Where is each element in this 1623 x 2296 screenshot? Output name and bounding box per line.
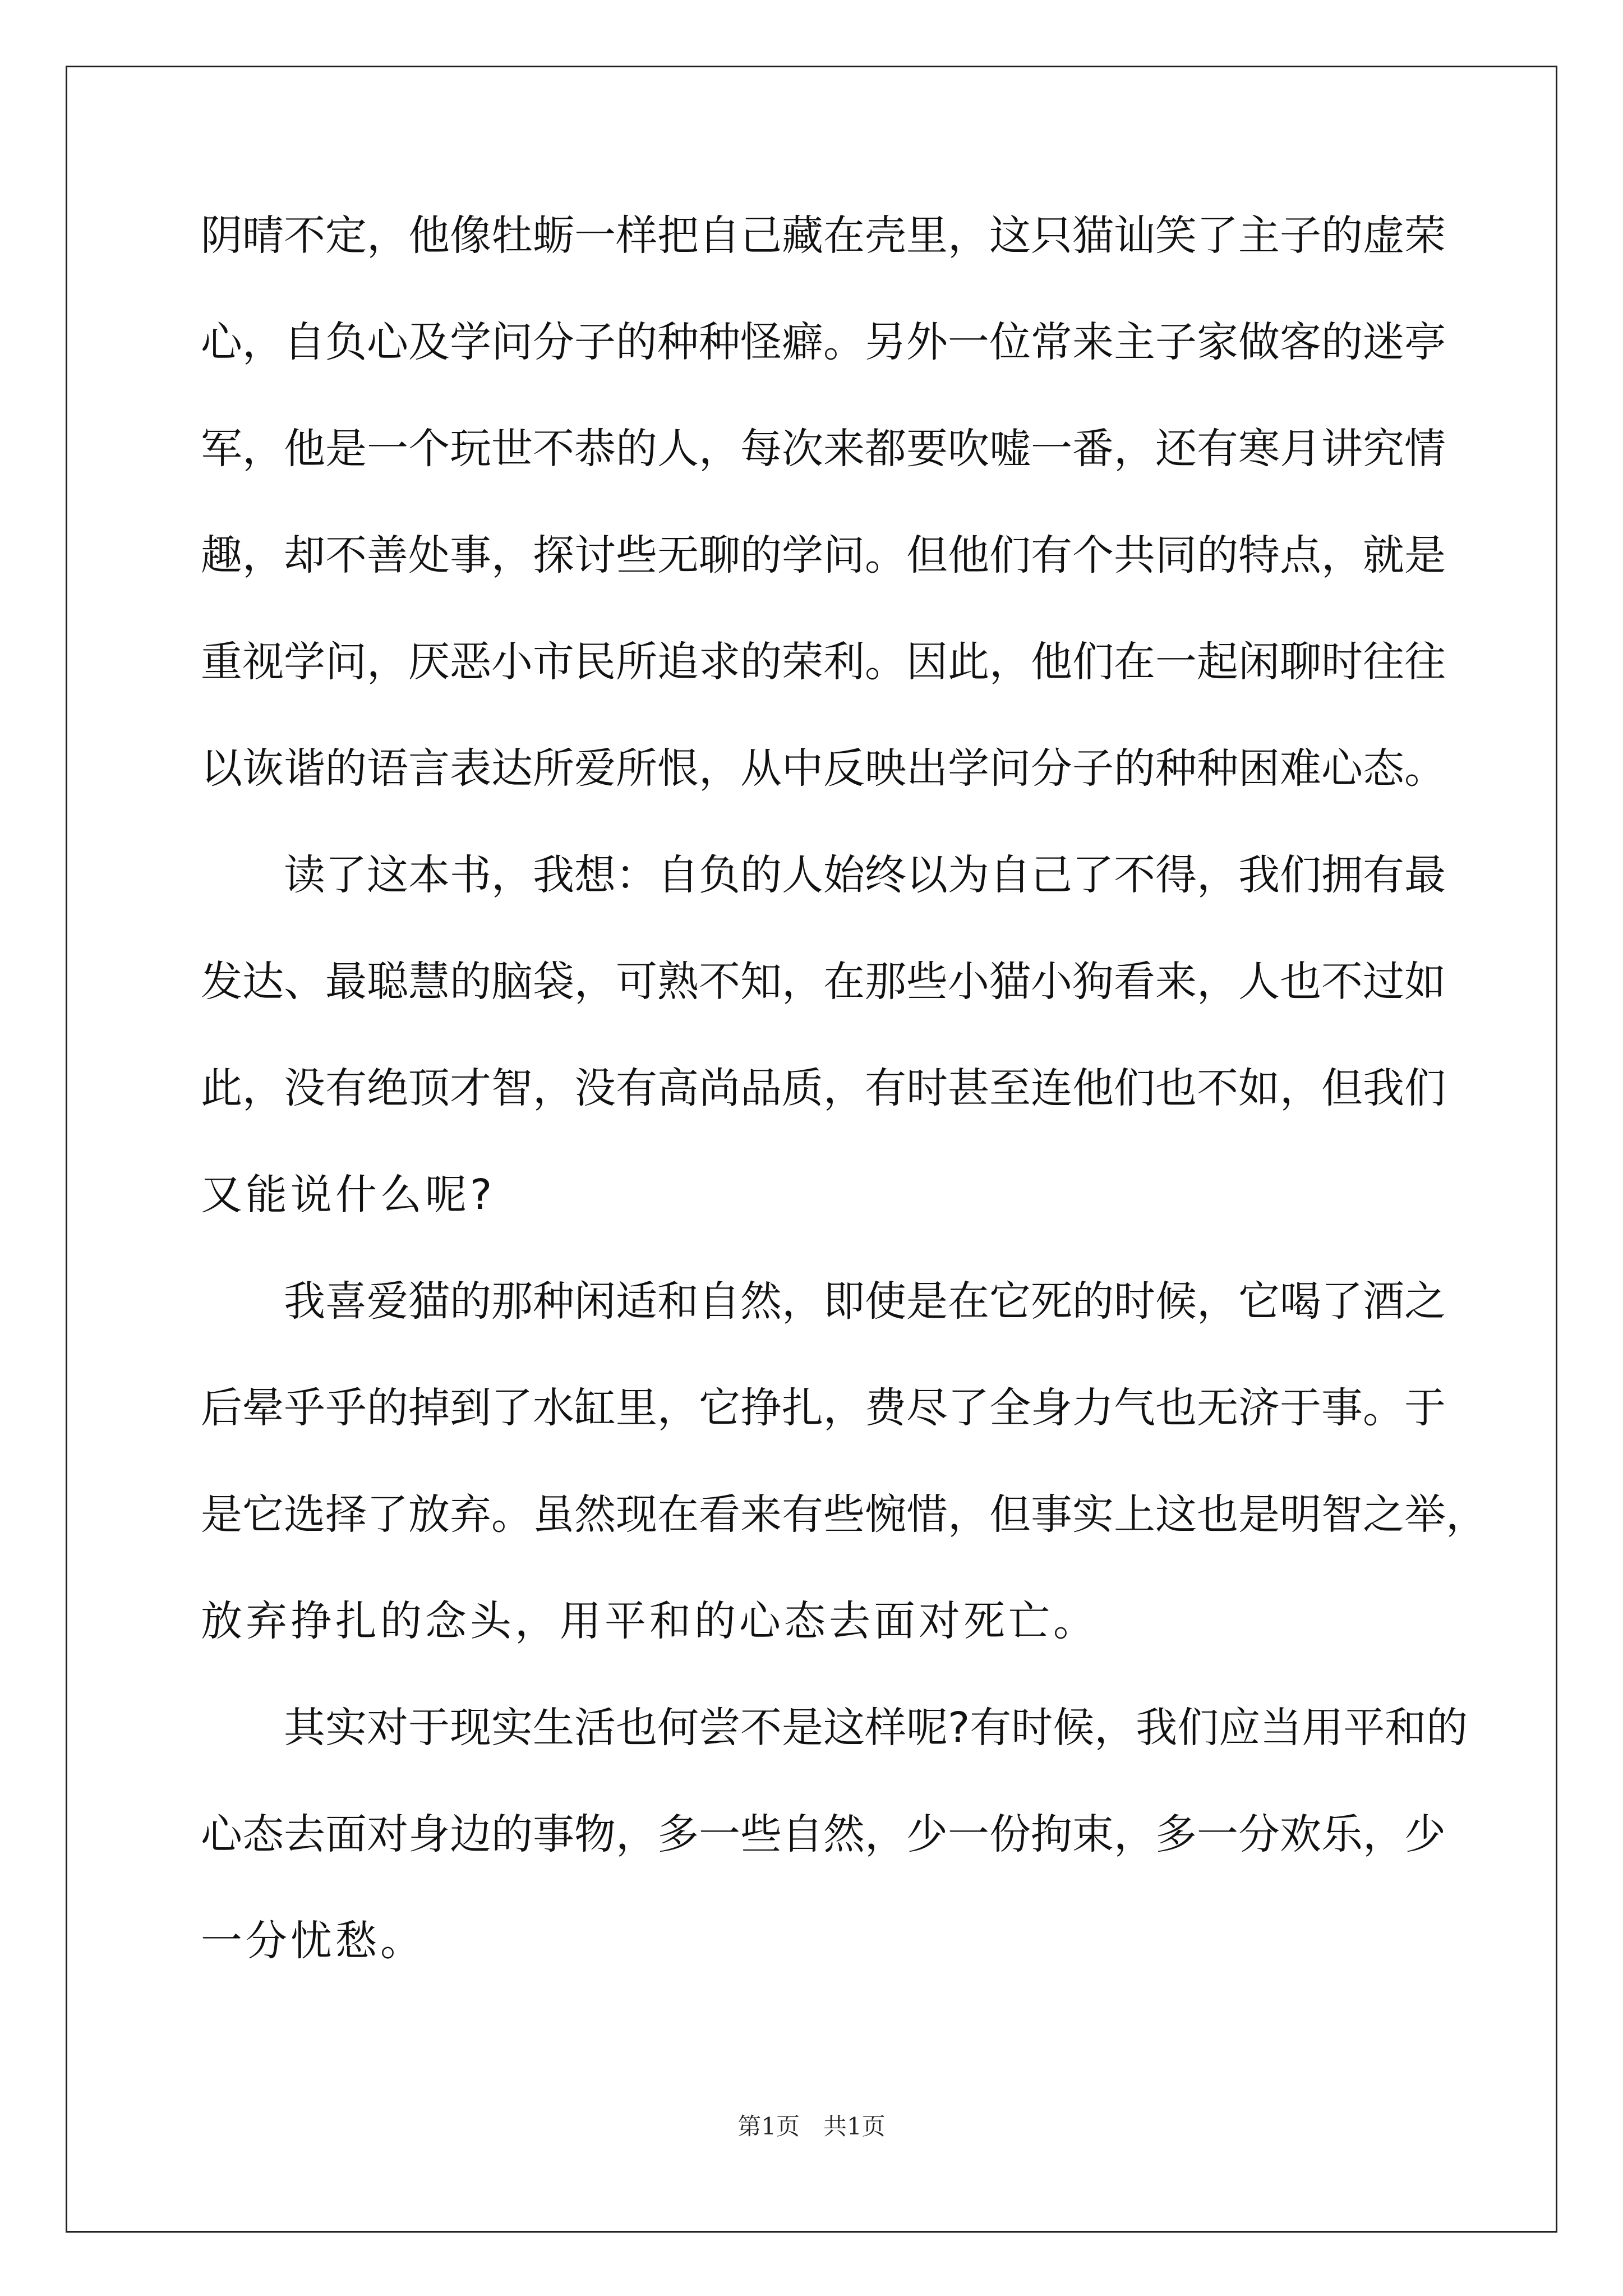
text-line: 心态去面对身边的事物，多一些自然，少一份拘束，多一分欢乐，少 <box>201 1810 1446 1858</box>
text-line: 我喜爱猫的那种闲适和自然，即使是在它死的时候，它喝了酒之 <box>284 1277 1446 1326</box>
text-line: 此，没有绝顶才智，没有高尚品质，有时甚至连他们也不如，但我们 <box>201 1064 1446 1112</box>
text-line: 其实对于现实生活也何尝不是这样呢?有时候，我们应当用平和的 <box>284 1704 1468 1752</box>
text-line: 放弃挣扎的念头，用平和的心态去面对死亡。 <box>201 1597 1098 1645</box>
text-line: 重视学问，厌恶小市民所追求的荣利。因此，他们在一起闲聊时往往 <box>201 638 1446 686</box>
text-line: 后晕乎乎的掉到了水缸里，它挣扎，费尽了全身力气也无济于事。于 <box>201 1384 1446 1432</box>
text-line: 军，他是一个玩世不恭的人，每次来都要吹嘘一番，还有寒月讲究情 <box>201 425 1446 473</box>
text-line: 发达、最聪慧的脑袋，可熟不知，在那些小猫小狗看来，人也不过如 <box>201 958 1446 1006</box>
text-line: 读了这本书，我想：自负的人始终以为自己了不得，我们拥有最 <box>284 851 1446 899</box>
text-line: 一分忧愁。 <box>201 1917 425 1965</box>
document-body <box>201 211 1487 2028</box>
text-line: 是它选择了放弃。虽然现在看来有些惋惜，但事实上这也是明智之举， <box>201 1490 1487 1539</box>
text-line: 心，自负心及学问分子的种种怪癖。另外一位常来主子家做客的迷亭 <box>201 318 1446 366</box>
text-line: 趣，却不善处事，探讨些无聊的学问。但他们有个共同的特点，就是 <box>201 531 1446 579</box>
text-line: 又能说什么呢? <box>201 1171 496 1219</box>
page-number-footer: 第1页 共1页 <box>737 2113 886 2140</box>
text-line: 阴晴不定，他像牡蛎一样把自己藏在壳里，这只猫讪笑了主子的虚荣 <box>201 211 1446 260</box>
text-line: 以诙谐的语言表达所爱所恨，从中反映出学问分子的种种困难心态。 <box>201 744 1446 793</box>
